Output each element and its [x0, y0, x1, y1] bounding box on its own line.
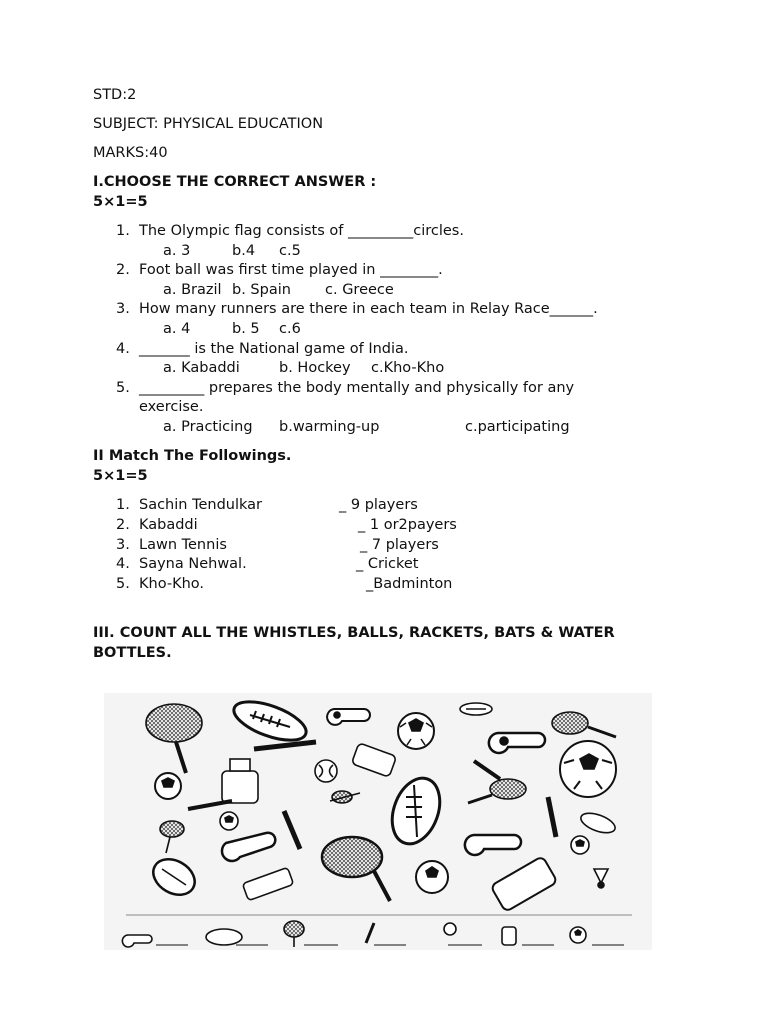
section3-title-continued: BOTTLES.	[93, 645, 172, 661]
match-right: _ 1 or2payers	[358, 517, 457, 533]
badminton-racket-icon	[284, 921, 338, 947]
option-a: a. Kabaddi	[163, 360, 240, 376]
option-b: b.4	[232, 243, 256, 259]
option-a: a. 4	[163, 321, 191, 337]
tennis-racket-icon	[160, 821, 184, 853]
rugby-ball-icon	[384, 772, 449, 851]
match-number: 5.	[116, 576, 130, 592]
soccer-ball-icon	[398, 713, 434, 749]
question-number: 3.	[116, 301, 130, 317]
option-b: b.warming-up	[279, 419, 380, 435]
baseball-bat-icon	[474, 761, 500, 779]
soccer-ball-icon	[220, 812, 238, 830]
match-left: Sachin Tendulkar	[139, 497, 262, 513]
question-number: 1.	[116, 223, 130, 239]
water-bottle-icon	[502, 927, 554, 945]
option-c: c.5	[279, 243, 301, 259]
option-a: a. Brazil	[163, 282, 222, 298]
option-b: b. 5	[232, 321, 260, 337]
marks-label: MARKS:40	[93, 145, 168, 161]
match-number: 3.	[116, 537, 130, 553]
whistle-icon	[465, 835, 521, 855]
water-bottle-icon	[242, 867, 293, 900]
question-text: The Olympic flag consists of _________circles.	[139, 223, 464, 239]
question-text: How many runners are there in each team in Relay Race______.	[139, 301, 598, 317]
baseball-bat-icon	[366, 923, 406, 945]
rugby-ball-icon	[206, 929, 268, 945]
baseball-icon	[444, 923, 482, 945]
subject-label: SUBJECT: PHYSICAL EDUCATION	[93, 116, 324, 132]
question-text: Foot ball was first time played in ________.	[139, 262, 443, 278]
match-number: 2.	[116, 517, 130, 533]
baseball-bat-icon	[548, 797, 556, 837]
sports-equipment-illustration	[104, 693, 652, 950]
match-right: _ 7 players	[360, 537, 439, 553]
question-text: _________ prepares the body mentally and physically for any	[139, 380, 575, 396]
question-number: 4.	[116, 341, 130, 357]
tennis-racket-icon	[146, 704, 202, 773]
whistle-icon	[489, 733, 545, 753]
whistle-icon	[327, 709, 370, 725]
whistle-icon	[222, 833, 275, 861]
rugby-ball-icon	[147, 852, 201, 902]
question-number: 5.	[116, 380, 130, 396]
match-right: _ 9 players	[339, 497, 418, 513]
tennis-racket-icon	[322, 837, 390, 901]
match-number: 4.	[116, 556, 130, 572]
soccer-ball-icon	[155, 773, 181, 799]
baseball-bat-icon	[284, 811, 300, 849]
section1-marks: 5×1=5	[93, 194, 148, 210]
water-bottle-icon	[491, 856, 558, 912]
option-b: b. Spain	[232, 282, 291, 298]
question-text-continued: exercise.	[139, 399, 204, 415]
baseball-bat-icon	[188, 801, 232, 809]
match-left: Sayna Nehwal.	[139, 556, 247, 572]
match-left: Kabaddi	[139, 517, 198, 533]
option-c: c. Greece	[325, 282, 394, 298]
option-a: a. 3	[163, 243, 191, 259]
water-bottle-icon	[351, 743, 396, 777]
tennis-racket-icon	[330, 791, 360, 803]
soccer-ball-icon	[560, 741, 616, 797]
whistle-icon	[122, 935, 188, 947]
question-text: _______ is the National game of India.	[139, 341, 409, 357]
rugby-ball-icon	[460, 703, 492, 715]
soccer-ball-icon	[571, 836, 589, 854]
section3-title: III. COUNT ALL THE WHISTLES, BALLS, RACKETS, BATS & WATER	[93, 625, 615, 641]
match-number: 1.	[116, 497, 130, 513]
option-c: c.participating	[465, 419, 570, 435]
match-right: _Badminton	[366, 576, 453, 592]
answer-row	[122, 921, 624, 947]
shuttlecock-icon	[594, 869, 608, 888]
rugby-ball-icon	[229, 694, 311, 748]
match-left: Kho-Kho.	[139, 576, 204, 592]
section2-title: II Match The Followings.	[93, 448, 292, 464]
baseball-icon	[315, 760, 337, 782]
soccer-ball-icon	[416, 861, 448, 893]
section1-title: I.CHOOSE THE CORRECT ANSWER :	[93, 174, 377, 190]
std-label: STD:2	[93, 87, 137, 103]
option-a: a. Practicing	[163, 419, 253, 435]
baseball-bat-icon	[254, 742, 316, 749]
question-number: 2.	[116, 262, 130, 278]
option-c: c.6	[279, 321, 301, 337]
soccer-ball-icon	[570, 927, 624, 945]
option-c: c.Kho-Kho	[371, 360, 445, 376]
tennis-racket-icon	[468, 779, 526, 803]
match-right: _ Cricket	[356, 556, 419, 572]
tennis-racket-icon	[552, 712, 616, 737]
water-bottle-icon	[222, 759, 258, 803]
option-b: b. Hockey	[279, 360, 351, 376]
section2-marks: 5×1=5	[93, 468, 148, 484]
rugby-ball-icon	[578, 809, 617, 836]
match-left: Lawn Tennis	[139, 537, 227, 553]
